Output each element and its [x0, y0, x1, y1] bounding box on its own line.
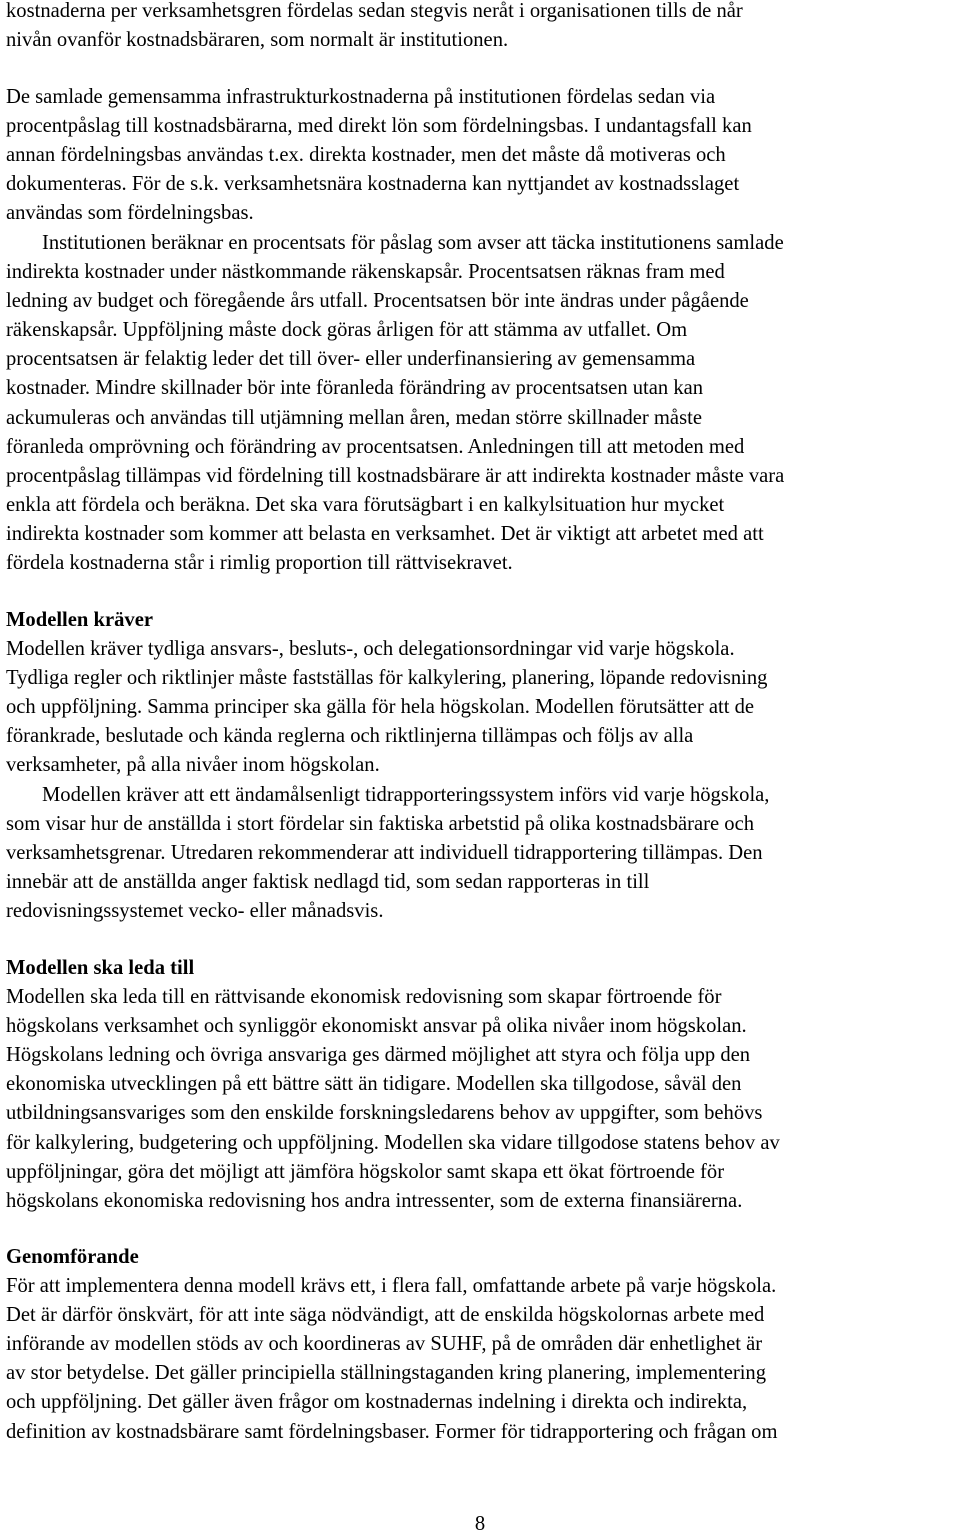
text-line: införande av modellen stöds av och koordineras av SUHF, på de områden där enhetlighet är [6, 1333, 763, 1356]
text-line: Modellen kräver tydliga ansvars-, besluts-, och delegationsordningar vid varje högskola. [6, 638, 735, 661]
text-line: annan fördelningsbas användas t.ex. direkta kostnader, men det måste då motiveras och [6, 144, 726, 167]
text-line: kostnaderna per verksamhetsgren fördelas sedan stegvis neråt i organisationen tills de når [6, 0, 743, 22]
section-genomforande [6, 1243, 956, 1447]
text-line: av stor betydelse. Det gäller principiella ställningstaganden kring planering, implementering [6, 1362, 767, 1385]
text-line: förankrade, beslutade och kända reglerna och riktlinjerna tillämpas och följs av alla [6, 725, 694, 748]
section-heading: Modellen ska leda till [6, 957, 195, 979]
text-line: verksamheter, på alla nivåer inom högskolan. [6, 754, 380, 777]
text-line: enkla att fördela och beräkna. Det ska vara förutsägbart i en kalkylsituation hur mycket [6, 493, 725, 516]
text-line: procentpåslag till kostnadsbärarna, med direkt lön som fördelningsbas. I undantagsfall kan [6, 115, 752, 138]
page-number: 8 [474, 1513, 486, 1535]
text-line: kostnader. Mindre skillnader bör inte föranleda förändring av procentsatsen utan kan [6, 377, 704, 400]
text-line: utbildningsansvariges som den enskilde forskningsledarens behov av uppgifter, som behövs [6, 1102, 763, 1125]
text-line: ledning av budget och föregående års utfall. Procentsatsen bör inte ändras under pågående [6, 290, 749, 313]
text-line: redovisningssystemet vecko- eller månadsvis. [6, 899, 384, 922]
section-heading: Genomförande [6, 1246, 139, 1268]
text-line: för kalkylering, budgetering och uppföljning. Modellen ska vidare tillgodose statens behov av [6, 1131, 780, 1154]
paragraph-intro [6, 0, 956, 55]
text-line: föranleda omprövning och förändring av procentsatsen. Anledningen till att metoden med [6, 435, 745, 458]
text-line: som visar hur de anställda i stort fördelar sin faktiska arbetstid på olika kostnadsbärare och [6, 812, 755, 835]
text-line: fördela kostnaderna står i rimlig proportion till rättvisekravet. [6, 552, 513, 575]
text-line: uppföljningar, göra det möjligt att jämföra högskolor samt skapa ett ökat förtroende för [6, 1160, 725, 1183]
text-line: nivån ovanför kostnadsbäraren, som normalt är institutionen. [6, 29, 509, 52]
text-line: De samlade gemensamma infrastrukturkostnaderna på institutionen fördelas sedan via [6, 86, 716, 108]
text-line: ekonomiska utvecklingen på ett bättre sätt än tidigare. Modellen ska tillgodose, såväl den [6, 1073, 742, 1096]
text-line: Institutionen beräknar en procentsats för påslag som avser att täcka institutionens samlade [42, 232, 784, 254]
paragraph-infrastructure [6, 83, 956, 228]
text-line: innebär att de anställda anger faktisk nedlagd tid, som sedan rapporteras in till [6, 870, 650, 893]
text-line: ackumuleras och användas till utjämning mellan åren, medan större skillnader måste [6, 406, 702, 429]
text-line: Modellen kräver att ett ändamålsenligt tidrapporteringssystem införs vid varje högskola, [42, 783, 770, 806]
text-line: räkenskapsår. Uppföljning måste dock göras årligen för att stämma av utfallet. Om [6, 319, 688, 342]
text-line: Modellen ska leda till en rättvisande ekonomisk redovisning som skapar förtroende för [6, 986, 722, 1009]
section-heading: Modellen kräver [6, 609, 153, 631]
text-line: och uppföljning. Samma principer ska gälla för hela högskolan. Modellen förutsätter att de [6, 696, 755, 719]
text-line: Det är därför önskvärt, för att inte säga nödvändigt, att de enskilda högskolornas arbete med [6, 1304, 765, 1327]
text-line: procentpåslag tillämpas vid fördelning till kostnadsbärare är att indirekta kostnader måste vara [6, 464, 785, 487]
text-line: indirekta kostnader som kommer att belasta en verksamhet. Det är viktigt att arbetet med att [6, 522, 764, 545]
text-line: procentsatsen är felaktig leder det till över- eller underfinansiering av gemensamma [6, 348, 696, 371]
text-line: Högskolans ledning och övriga ansvariga ges därmed möjlighet att styra och följa upp den [6, 1044, 751, 1067]
text-line: Tydliga regler och riktlinjer måste fastställas för kalkylering, planering, löpande redovisning [6, 667, 768, 690]
text-line: högskolans ekonomiska redovisning hos andra intressenter, som de externa finansiärerna. [6, 1189, 743, 1212]
section-modellen-ska-leda-till [6, 954, 956, 1216]
text-line: och uppföljning. Det gäller även frågor om kostnadernas indelning i direkta och indirekta, [6, 1391, 748, 1414]
section-modellen-kraver [6, 606, 956, 926]
text-line: dokumenteras. För de s.k. verksamhetsnära kostnaderna kan nyttjandet av kostnadsslaget [6, 173, 740, 196]
text-line: indirekta kostnader under nästkommande räkenskapsår. Procentsatsen räknas fram med [6, 261, 725, 284]
text-line: definition av kostnadsbärare samt fördelningsbaser. Former för tidrapportering och frågan om [6, 1420, 778, 1443]
text-line: För att implementera denna modell krävs ett, i flera fall, omfattande arbete på varje högskola. [6, 1275, 777, 1298]
text-line: högskolans verksamhet och synliggör ekonomiskt ansvar på olika nivåer inom högskolan. [6, 1015, 747, 1038]
text-line: användas som fördelningsbas. [6, 202, 254, 225]
text-line: verksamhetsgrenar. Utredaren rekommenderar att individuell tidrapportering tillämpas. Den [6, 841, 763, 864]
paragraph-percentage [6, 229, 956, 578]
